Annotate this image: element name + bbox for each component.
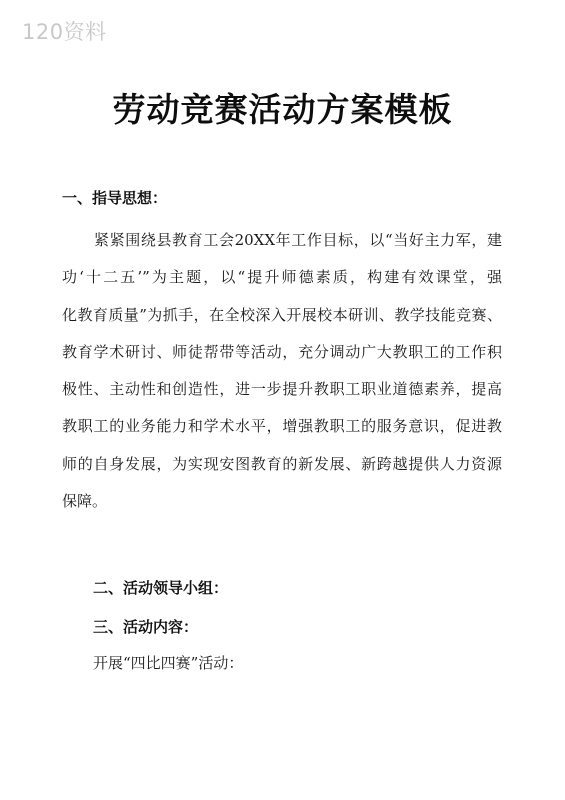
paragraph-line: 紧紧围绕县教育工会20XX年工作目标，以“当好主力军，建 [94, 231, 502, 249]
paragraph-line: 保障。 [62, 492, 108, 511]
section-heading-activity-content: 三、活动内容： [93, 618, 199, 636]
section-heading-guiding-ideology: 一、指导思想： [62, 189, 168, 207]
guiding-ideology-paragraph [62, 222, 502, 520]
activity-content-text: 开展“四比四赛”活动： [93, 654, 244, 672]
document-title: 劳动竞赛活动方案模板 [112, 90, 453, 129]
watermark-logo: 120资料 [22, 20, 107, 44]
paragraph-line: 化教育质量”为抓手，在全校深入开展校本研训、教学技能竞赛、 [62, 305, 502, 324]
paragraph-line: 教职工的业务能力和学术水平，增强教职工的服务意识，促进教 [62, 417, 502, 436]
paragraph-line: 极性、主动性和创造性，进一步提升教职工职业道德素养，提高 [62, 380, 502, 399]
paragraph-line: 师的自身发展，为实现安图教育的新发展、新跨越提供人力资源 [62, 454, 502, 473]
section-heading-leadership-group: 二、活动领导小组： [93, 579, 229, 597]
paragraph-line: 教育学术研讨、师徒帮带等活动，充分调动广大教职工的工作积 [62, 342, 502, 361]
paragraph-line: 功‘十二五’”为主题，以“提升师德素质，构建有效课堂，强 [62, 268, 502, 287]
